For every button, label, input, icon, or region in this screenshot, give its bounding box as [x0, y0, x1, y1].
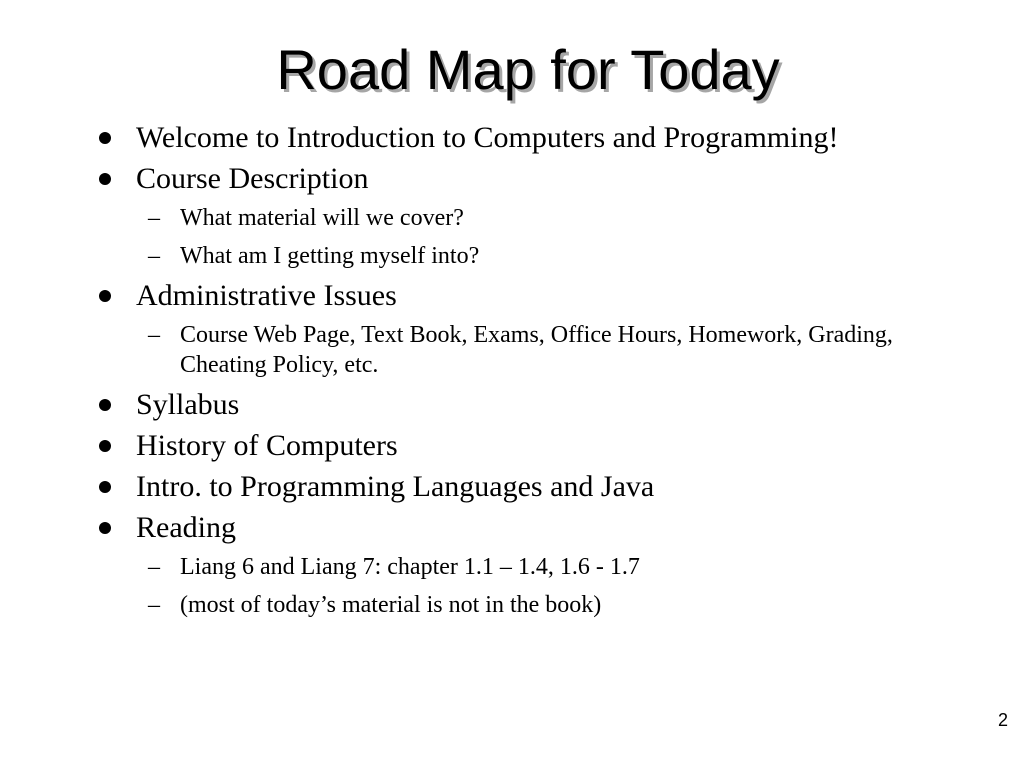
sub-bullet-item: [96, 241, 956, 271]
bullet-text: Welcome to Introduction to Computers and Programming!: [136, 121, 839, 154]
sub-bullet-item: [96, 320, 956, 380]
bullet-item: [96, 122, 956, 154]
sub-bullet-item: [96, 203, 956, 233]
bullet-text: Intro. to Programming Languages and Java: [136, 470, 655, 503]
bullet-icon: [99, 399, 111, 411]
bullet-text: History of Computers: [136, 429, 398, 462]
bullet-item: [96, 512, 956, 544]
bullet-icon: [99, 522, 111, 534]
dash-icon: –: [148, 243, 160, 269]
bullet-icon: [99, 481, 111, 493]
bullet-item: [96, 280, 956, 312]
dash-icon: –: [148, 322, 160, 348]
bullet-text: Syllabus: [136, 388, 240, 421]
sub-bullet-text: What material will we cover?: [180, 205, 464, 231]
bullet-item: [96, 163, 956, 195]
sub-bullet-text: What am I getting myself into?: [180, 243, 480, 269]
dash-icon: –: [148, 205, 160, 231]
bullet-icon: [99, 132, 111, 144]
bullet-item: [96, 471, 956, 503]
bullet-icon: [99, 440, 111, 452]
bullet-text: Administrative Issues: [136, 279, 397, 312]
bullet-list: [96, 122, 956, 629]
bullet-item: [96, 430, 956, 462]
dash-icon: –: [148, 554, 160, 580]
bullet-icon: [99, 290, 111, 302]
sub-bullet-item: [96, 552, 956, 582]
sub-bullet-text: Course Web Page, Text Book, Exams, Office Hours, Homework, Grading, Cheating Policy, etc.: [180, 322, 893, 378]
sub-bullet-text: (most of today’s material is not in the book): [180, 592, 602, 618]
dash-icon: –: [148, 592, 160, 618]
bullet-text: Reading: [136, 511, 236, 544]
sub-bullet-text: Liang 6 and Liang 7: chapter 1.1 – 1.4, 1.6 - 1.7: [180, 554, 640, 580]
bullet-item: [96, 389, 956, 421]
slide-title: Road Map for Today: [276, 38, 780, 101]
bullet-icon: [99, 173, 111, 185]
sub-bullet-item: [96, 590, 956, 620]
bullet-text: Course Description: [136, 162, 369, 195]
page-number: 2: [997, 710, 1008, 730]
